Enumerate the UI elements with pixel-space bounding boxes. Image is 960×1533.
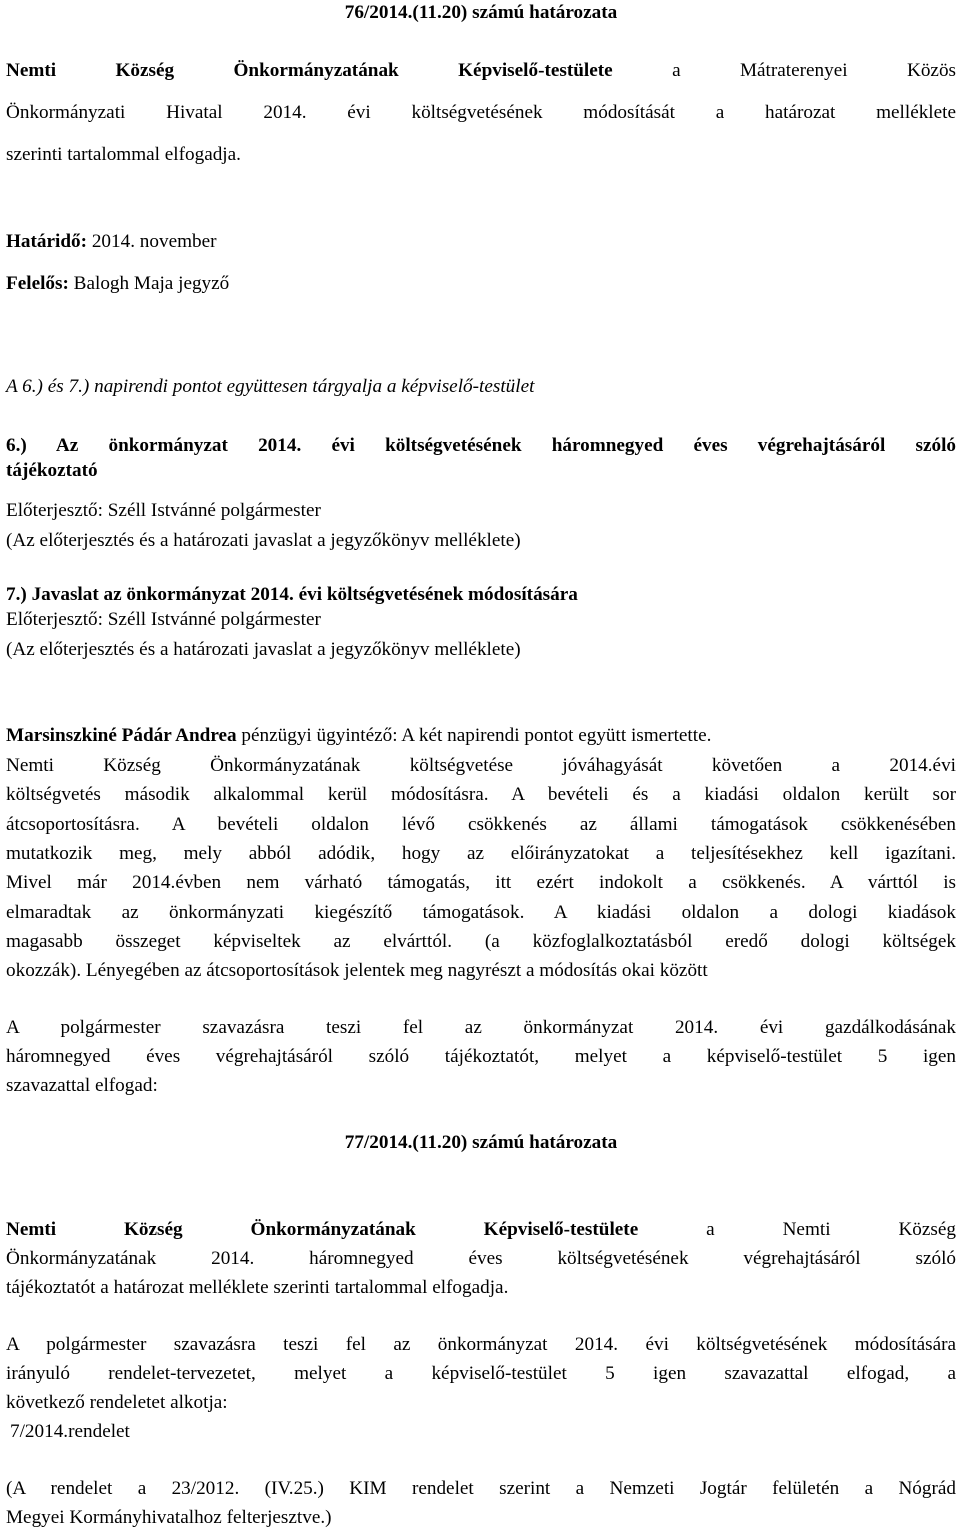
discussion-line: elmaradtak az önkormányzati kiegészítő támogatások. A kiadási oldalon a dologi kiadások: [6, 902, 956, 923]
body-text: jóváhagyását követően a 2014.évi: [562, 755, 956, 776]
agenda-item-6-presenter: Előterjesztő: Széll Istvánné polgármester: [6, 500, 321, 521]
discussion-line: magasabb összeget képviseltek az elvárttól. (a közfoglalkoztatásból eredő dologi költségek: [6, 931, 956, 952]
discussion-line: átcsoportosításra. A bevételi oldalon lévő csökkenés az állami támogatások csökkenésében: [6, 814, 956, 835]
agenda-item-6-note: (Az előterjesztés és a határozati javaslat a jegyzőkönyv melléklete): [6, 530, 521, 551]
council-name: Nemti Község Önkormányzatának Képviselő-testülete: [6, 1219, 639, 1240]
resolution-body-line: [6, 101, 956, 125]
responsible-line: [6, 272, 229, 296]
council-name: Nemti Község Önkormányzatának Képviselő-testülete: [6, 60, 613, 81]
footnote-line: Megyei Kormányhivatalhoz felterjesztve.): [6, 1507, 332, 1528]
vote-line: háromnegyed éves végrehajtásáról szóló tájékoztatót, melyet a képviselő-testület 5 igen: [6, 1046, 956, 1067]
vote-line: irányuló rendelet-tervezetet, melyet a képviselő-testület 5 igen szavazattal elfogad, a: [6, 1363, 956, 1384]
footnote-line: (A rendelet a 23/2012. (IV.25.) KIM rendelet szerint a Nemzeti Jogtár felületén a Nógrád: [6, 1478, 956, 1499]
resolution-body-line: tájékoztatót a határozat melléklete szerinti tartalommal elfogadja.: [6, 1277, 509, 1298]
agenda-item-7-title: 7.) Javaslat az önkormányzat 2014. évi költségvetésének módosítására: [6, 584, 578, 605]
agenda-item-6-title-cont: tájékoztató: [6, 460, 98, 481]
agenda-item-7-note: (Az előterjesztés és a határozati javaslat a jegyzőkönyv melléklete): [6, 639, 521, 660]
agenda-item-6-title: 6.) Az önkormányzat 2014. évi költségvetésének háromnegyed éves végrehajtásáról szóló: [6, 435, 956, 456]
body-text: Önkormányzati Hivatal 2014. évi költségvetésének módosítását: [6, 102, 675, 123]
decree-number: 7/2014.rendelet: [10, 1421, 130, 1442]
resolution-body-line: Önkormányzatának 2014. háromnegyed éves költségvetésének végrehajtásáról szóló: [6, 1248, 956, 1269]
resolution-title: 76/2014.(11.20) számú határozata: [344, 2, 618, 23]
vote-line: következő rendeletet alkotja:: [6, 1392, 228, 1413]
joint-agenda-note: A 6.) és 7.) napirendi pontot együttesen tárgyalja a képviselő-testület: [6, 376, 535, 397]
deadline-value: 2014. november: [87, 231, 217, 252]
resolution-body-line: szerinti tartalommal elfogadja.: [6, 144, 241, 165]
resolution-body-line: [6, 1218, 956, 1242]
speaker-name: Marsinszkiné Pádár Andrea: [6, 725, 237, 746]
deadline-line: [6, 230, 217, 254]
responsible-label: Felelős:: [6, 273, 69, 294]
discussion-line: mutatkozik meg, mely abból adódik, hogy az előirányzatokat a teljesítésekhez kell igazítani.: [6, 843, 956, 864]
responsible-value: Balogh Maja jegyző: [68, 273, 230, 294]
body-text: a határozat melléklete: [715, 102, 956, 123]
body-text: a Nemti Község: [706, 1219, 956, 1240]
resolution-title: 77/2014.(11.20) számú határozata: [344, 1132, 618, 1153]
discussion-line: költségvetés második alkalommal kerül módosításra. A bevételi és a kiadási oldalon került sor: [6, 784, 956, 805]
resolution-body-line: [6, 59, 956, 83]
deadline-label: Határidő:: [6, 231, 88, 252]
discussion-line: [6, 754, 956, 778]
vote-line: A polgármester szavazásra teszi fel az önkormányzat 2014. évi költségvetésének módosítására: [6, 1334, 956, 1355]
body-text: a Mátraterenyei Közös: [672, 60, 956, 81]
vote-line: A polgármester szavazásra teszi fel az önkormányzat 2014. évi gazdálkodásának: [6, 1017, 956, 1038]
agenda-item-7-presenter: Előterjesztő: Széll Istvánné polgármester: [6, 609, 321, 630]
vote-line: szavazattal elfogad:: [6, 1075, 158, 1096]
body-text: Nemti Község Önkormányzatának költségvetése: [6, 755, 514, 776]
discussion-line: Mivel már 2014.évben nem várható támogatás, itt ezért indokolt a csökkenés. A várttól is: [6, 872, 956, 893]
body-text: pénzügyi ügyintéző: A két napirendi pontot együtt ismertette.: [236, 725, 712, 746]
discussion-line: okozzák). Lényegében az átcsoportosítások jelentek meg nagyrészt a módosítás okai között: [6, 960, 708, 981]
discussion-line: [6, 724, 711, 748]
